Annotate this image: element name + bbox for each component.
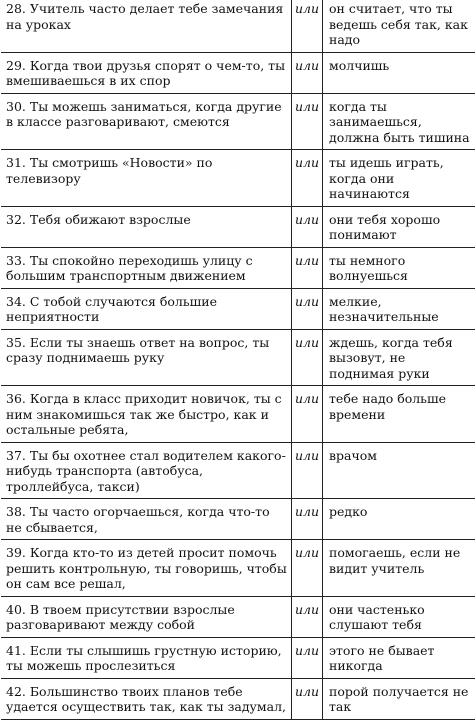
answer-text: они тебя хорошо понимают bbox=[323, 206, 476, 247]
table-row bbox=[1, 150, 475, 207]
question-text: 34. С тобой случаются большие неприятности bbox=[1, 288, 292, 329]
or-separator: или bbox=[292, 206, 323, 247]
or-separator: или bbox=[292, 0, 323, 52]
question-text: 36. Когда в класс приходит новичок, ты с ним знакомишься так же быстро, как и остальные ребята, bbox=[1, 386, 292, 443]
question-text: 42. Большинство твоих планов тебе удается осуществить так, как ты задумал, bbox=[1, 678, 292, 719]
answer-text: этого не бывает никогда bbox=[323, 637, 476, 678]
table-row bbox=[1, 442, 475, 499]
question-text: 35. Если ты знаешь ответ на вопрос, ты сразу поднимаешь руку bbox=[1, 329, 292, 386]
answer-text: когда ты занимаешься, должна быть тишина bbox=[323, 93, 476, 150]
or-separator: или bbox=[292, 247, 323, 288]
questionnaire-table bbox=[1, 0, 475, 720]
question-text: 30. Ты можешь заниматься, когда другие в классе разговаривают, смеются bbox=[1, 93, 292, 150]
table-row bbox=[1, 288, 475, 329]
question-text: 41. Если ты слышишь грустную историю, ты можешь прослезиться bbox=[1, 637, 292, 678]
table-row bbox=[1, 386, 475, 443]
question-text: 39. Когда кто-то из детей просит помочь решить контрольную, ты говоришь, чтобы он сам все решал, bbox=[1, 540, 292, 597]
question-text: 29. Когда твои друзья спорят о чем-то, ты вмешиваешься в их спор bbox=[1, 52, 292, 93]
answer-text: он считает, что ты ведешь себя так, как надо bbox=[323, 0, 476, 52]
or-separator: или bbox=[292, 540, 323, 597]
questionnaire-rows bbox=[1, 0, 475, 719]
table-row bbox=[1, 678, 475, 719]
answer-text: помогаешь, если не видит учитель bbox=[323, 540, 476, 597]
or-separator: или bbox=[292, 386, 323, 443]
answer-text: молчишь bbox=[323, 52, 476, 93]
question-text: 37. Ты бы охотнее стал водителем какого-нибудь транспорта (автобуса, троллейбуса, такси) bbox=[1, 442, 292, 499]
or-separator: или bbox=[292, 596, 323, 637]
or-separator: или bbox=[292, 52, 323, 93]
table-row bbox=[1, 247, 475, 288]
or-separator: или bbox=[292, 499, 323, 540]
question-text: 40. В твоем присутствии взрослые разговаривают между собой bbox=[1, 596, 292, 637]
answer-text: врачом bbox=[323, 442, 476, 499]
table-row bbox=[1, 540, 475, 597]
answer-text: порой получается не так bbox=[323, 678, 476, 719]
table-row bbox=[1, 499, 475, 540]
question-text: 38. Ты часто огорчаешься, когда что-то не сбывается, bbox=[1, 499, 292, 540]
or-separator: или bbox=[292, 637, 323, 678]
question-text: 31. Ты смотришь «Новости» по телевизору bbox=[1, 150, 292, 207]
table-row bbox=[1, 637, 475, 678]
table-row bbox=[1, 0, 475, 52]
or-separator: или bbox=[292, 93, 323, 150]
question-text: 32. Тебя обижают взрослые bbox=[1, 206, 292, 247]
table-row bbox=[1, 93, 475, 150]
table-row bbox=[1, 596, 475, 637]
answer-text: ты идешь играть, когда они начинаются bbox=[323, 150, 476, 207]
answer-text: они частенько слушают тебя bbox=[323, 596, 476, 637]
table-row bbox=[1, 52, 475, 93]
answer-text: редко bbox=[323, 499, 476, 540]
or-separator: или bbox=[292, 678, 323, 719]
answer-text: ты немного волнуешься bbox=[323, 247, 476, 288]
answer-text: ждешь, когда тебя вызовут, не поднимая руки bbox=[323, 329, 476, 386]
or-separator: или bbox=[292, 442, 323, 499]
question-text: 33. Ты спокойно переходишь улицу с большим транспортным движением bbox=[1, 247, 292, 288]
question-text: 28. Учитель часто делает тебе замечания на уроках bbox=[1, 0, 292, 52]
table-row bbox=[1, 329, 475, 386]
table-row bbox=[1, 206, 475, 247]
or-separator: или bbox=[292, 329, 323, 386]
or-separator: или bbox=[292, 288, 323, 329]
answer-text: тебе надо больше времени bbox=[323, 386, 476, 443]
or-separator: или bbox=[292, 150, 323, 207]
answer-text: мелкие, незначительные bbox=[323, 288, 476, 329]
